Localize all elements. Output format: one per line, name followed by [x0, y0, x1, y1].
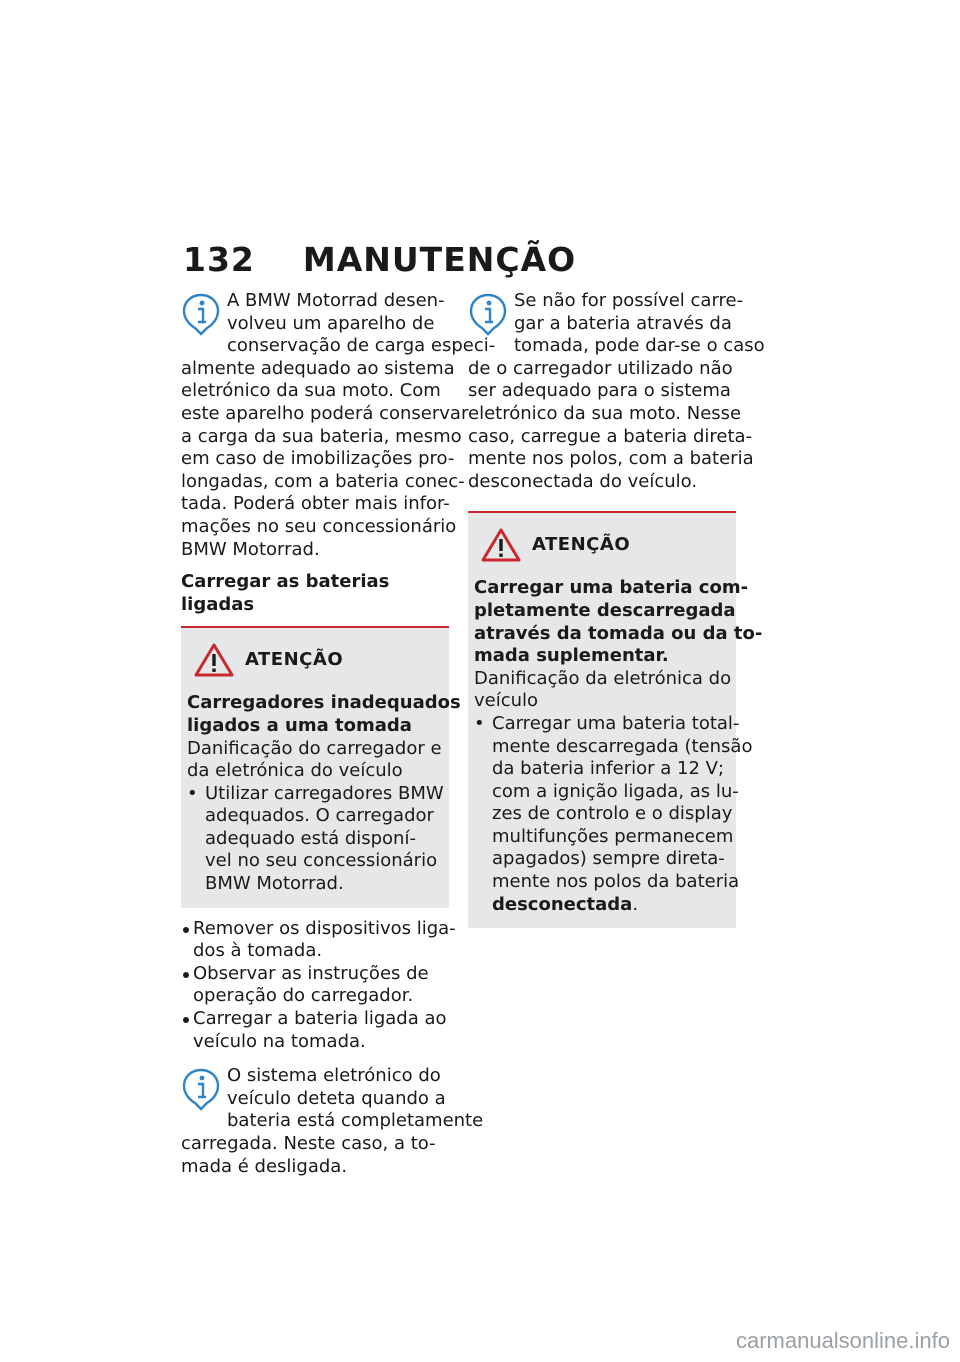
procedure-step: [181, 1008, 449, 1053]
procedure-step: [181, 917, 456, 963]
warning-action-line: BMW Motorrad.: [205, 873, 344, 895]
page-title: MANUTENÇÃO: [302, 240, 577, 279]
warning-headline-line: ligados a uma tomada: [187, 714, 412, 736]
warning-action-line: • Carregar uma bateria total-: [492, 712, 740, 734]
info-note-line: eletrónico da sua moto. Com: [181, 380, 441, 402]
info-note-line: este aparelho poderá conservar: [181, 402, 469, 424]
warning-consequence: [474, 668, 730, 713]
info-note-auto-off: [181, 1065, 484, 1178]
left-column: [181, 290, 496, 1188]
info-note-line: longadas, com a bateria conec-: [181, 470, 465, 492]
info-note-line: Se não for possível carre-: [514, 290, 744, 311]
info-note-charger: [181, 290, 496, 561]
warning-actions: [187, 783, 443, 896]
info-note-line: eletrónico da sua moto. Nesse: [468, 402, 742, 424]
procedure-step-line: Observar as instruções de: [193, 962, 429, 984]
warning-headline-line: Carregadores inadequados: [187, 692, 461, 714]
warning-header: [193, 642, 443, 678]
procedure-step-line: Carregar a bateria ligada ao: [193, 1008, 447, 1030]
info-note-line: BMW Motorrad.: [181, 538, 320, 560]
procedure-step-line: veículo na tomada.: [193, 1030, 366, 1052]
warning-action-line: mente nos polos da bateria: [492, 871, 740, 893]
page-header: [183, 240, 576, 279]
warning-box-discharged: [468, 511, 763, 928]
warning-consequence-line: Danificação da eletrónica do: [474, 667, 732, 689]
info-icon: [181, 292, 221, 336]
info-note-line: mente nos polos, com a bateria: [468, 448, 754, 470]
info-note-line: A BMW Motorrad desen-: [227, 290, 445, 311]
watermark: carmanualsonline.info: [735, 1328, 950, 1353]
procedure-steps: [181, 917, 456, 1054]
info-note-line: tada. Poderá obter mais infor-: [181, 493, 450, 515]
right-column: [468, 290, 765, 938]
info-note-line: a carga da sua bateria, mesmo: [181, 425, 462, 447]
warning-headline-line: mada suplementar.: [474, 645, 669, 667]
info-note-line: volveu um aparelho de: [227, 312, 435, 334]
warning-action-line: zes de controlo e o display: [492, 803, 733, 825]
info-note-line: desconectada do veículo.: [468, 470, 698, 492]
info-note-line: gar a bateria através da: [514, 312, 732, 334]
info-note-text: [468, 290, 765, 493]
warning-headline-line: Carregar uma bateria com-: [474, 577, 749, 599]
warning-headline-line: através da tomada ou da to-: [474, 622, 763, 644]
info-note-line: conservação de carga especi-: [227, 335, 496, 357]
info-icon: [468, 292, 508, 336]
info-note-line: veículo deteta quando a: [227, 1087, 446, 1109]
info-note-line: de o carregador utilizado não: [468, 357, 733, 379]
warning-action-line: desconectada.: [492, 893, 639, 915]
warning-action-item: [474, 712, 753, 916]
warning-title: ATENÇÃO: [245, 649, 344, 671]
warning-headline-line: pletamente descarregada: [474, 599, 736, 621]
warning-header: [480, 527, 730, 563]
warning-action-line: • Utilizar carregadores BMW: [205, 782, 444, 804]
warning-triangle-icon: [193, 642, 235, 678]
procedure-step-line: operação do carregador.: [193, 985, 414, 1007]
warning-consequence-line: veículo: [474, 690, 539, 712]
info-note-line: carregada. Neste caso, a to-: [181, 1133, 436, 1154]
warning-action-line: da bateria inferior a 12 V;: [492, 758, 725, 780]
info-note-line: mada é desligada.: [181, 1155, 348, 1177]
warning-consequence-line: Danificação do carregador e: [187, 737, 442, 759]
warning-action-line: multifunções permanecem: [492, 825, 734, 847]
warning-triangle-icon: [480, 527, 522, 563]
emphasis-text: desconectada: [492, 893, 633, 915]
warning-consequence-line: da eletrónica do veículo: [187, 760, 403, 782]
info-note-line: mações no seu concessionário: [181, 515, 457, 537]
info-note-text: [181, 290, 496, 561]
warning-action-line: vel no seu concessionário: [205, 850, 438, 872]
info-note-line: em caso de imobilizações pro-: [181, 448, 455, 470]
warning-action-item: [187, 783, 443, 896]
warning-headline: [187, 692, 461, 737]
warning-title: ATENÇÃO: [532, 534, 631, 556]
info-note-line: almente adequado ao sistema: [181, 357, 455, 379]
info-note-line: ser adequado para o sistema: [468, 380, 731, 402]
section-heading: Carregar as baterias ligadas: [181, 571, 390, 615]
procedure-step-line: dos à tomada.: [193, 940, 323, 962]
warning-headline: [474, 577, 763, 667]
warning-action-line: mente descarregada (tensão: [492, 735, 753, 757]
info-note-line: tomada, pode dar-se o caso: [514, 335, 765, 357]
info-note-line: caso, carregue a bateria direta-: [468, 425, 753, 447]
warning-action-line: adequado está disponí-: [205, 827, 416, 849]
warning-box-charger: [181, 626, 461, 907]
procedure-step-line: Remover os dispositivos liga-: [193, 917, 456, 939]
info-note-line: bateria está completamente: [227, 1110, 484, 1132]
info-note-direct-charge: [468, 290, 765, 493]
procedure-step: [181, 963, 449, 1008]
info-note-line: O sistema eletrónico do: [227, 1065, 441, 1087]
warning-action-line: adequados. O carregador: [205, 805, 434, 827]
page-number: 132: [183, 240, 255, 279]
warning-action-line: com a ignição ligada, as lu-: [492, 780, 739, 802]
warning-consequence: [187, 738, 443, 783]
warning-actions: [474, 712, 753, 916]
warning-action-line: apagados) sempre direta-: [492, 848, 725, 870]
info-icon: [181, 1067, 221, 1111]
info-note-text: [181, 1065, 484, 1178]
